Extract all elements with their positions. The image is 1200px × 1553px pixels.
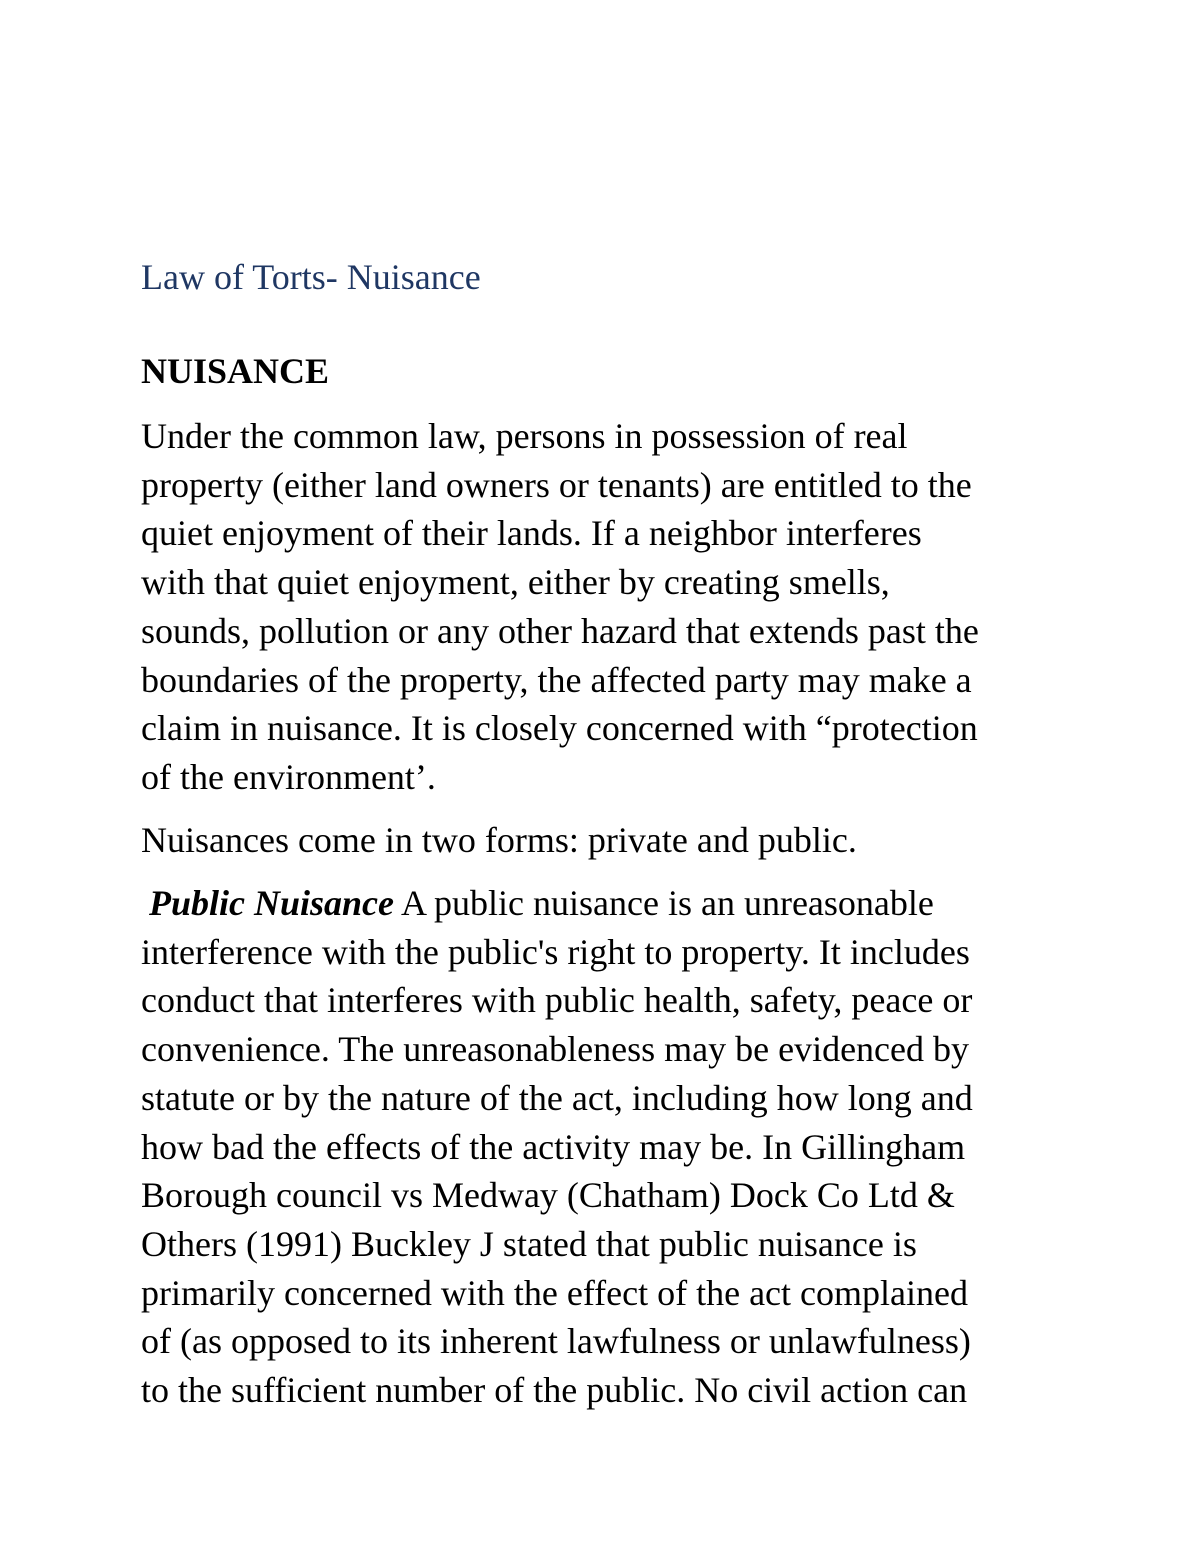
- text-line: with that quiet enjoyment, either by creating smells,: [141, 562, 890, 603]
- text-line: sounds, pollution or any other hazard that extends past the: [141, 610, 979, 651]
- lead-term: Public Nuisance: [149, 883, 395, 923]
- text-line: Under the common law, persons in possession of real: [141, 416, 908, 456]
- text-line-first: [141, 879, 1061, 928]
- document-title: Law of Torts- Nuisance: [141, 257, 481, 297]
- first-line-rest: A public nuisance is an unreasonable: [394, 883, 934, 923]
- section-heading: NUISANCE: [141, 351, 330, 391]
- text-line: property (either land owners or tenants) are entitled to the: [141, 464, 972, 505]
- text-line: of (as opposed to its inherent lawfulness or unlawfulness): [141, 1321, 971, 1362]
- text-line: Borough council vs Medway (Chatham) Dock Co Ltd &: [141, 1175, 955, 1216]
- text-line: boundaries of the property, the affected party may make a: [141, 659, 972, 700]
- text-line: convenience. The unreasonableness may be evidenced by: [141, 1029, 969, 1070]
- text-line: primarily concerned with the effect of the act complained: [141, 1272, 968, 1313]
- text-line: quiet enjoyment of their lands. If a neighbor interferes: [141, 513, 922, 554]
- text-line: claim in nuisance. It is closely concerned with “protection: [141, 708, 978, 749]
- paragraph-intro: [141, 412, 1061, 802]
- text-line: how bad the effects of the activity may be. In Gillingham: [141, 1126, 966, 1167]
- text-line: statute or by the nature of the act, including how long and: [141, 1077, 973, 1118]
- text-line: Nuisances come in two forms: private and public.: [141, 820, 857, 860]
- text-line: conduct that interferes with public health, safety, peace or: [141, 980, 973, 1021]
- paragraph-public-nuisance: [141, 879, 1061, 1415]
- text-line: of the environment’.: [141, 756, 436, 797]
- text-line: to the sufficient number of the public. No civil action can: [141, 1370, 968, 1411]
- text-line: interference with the public's right to property. It includes: [141, 931, 970, 972]
- paragraph-forms: [141, 816, 1061, 865]
- text-line: Others (1991) Buckley J stated that public nuisance is: [141, 1223, 917, 1264]
